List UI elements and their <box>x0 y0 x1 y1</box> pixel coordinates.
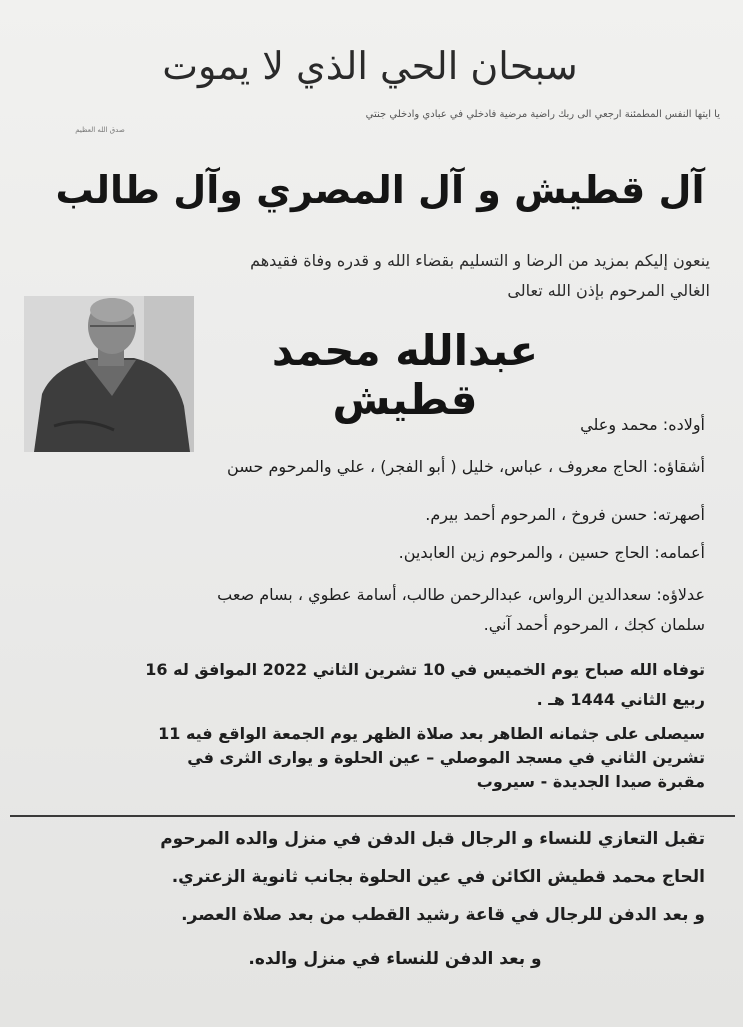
families-title: آل قطيش و آل المصري وآل طالب <box>55 168 705 212</box>
children-line: أولاده: محمد وعلي <box>580 415 705 434</box>
death-line: توفاه الله صباح يوم الخميس في 10 تشرين الثاني 2022 الموافق له 16 <box>145 660 705 679</box>
funeral-line: تشرين الثاني في مسجد الموصلي – عين الحلوة و يوارى الثرى في <box>187 748 705 767</box>
in-laws-line: أصهرته: حسن فروخ ، المرحوم أحمد بيرم. <box>425 505 705 524</box>
maternal-in-laws <box>40 580 705 640</box>
death-date <box>40 655 705 715</box>
women-after-burial: و بعد الدفن للنساء في منزل والده. <box>248 949 542 969</box>
funeral-info <box>40 722 705 794</box>
intro-line: الغالي المرحوم بإذن الله تعالى <box>507 281 710 300</box>
funeral-line: سيصلى على جثمانه الطاهر بعد صلاة الظهر يوم الجمعة الواقع فيه 11 <box>158 724 705 743</box>
brothers-line: أشقاؤه: الحاج معروف ، عباس، خليل ( أبو الفجر) ، علي والمرحوم حسن <box>227 457 705 476</box>
maternal-in-laws-line: عدلاؤه: سعدالدين الرواس، عبدالرحمن طالب، أسامة عطوي ، بسام صعب <box>217 585 705 604</box>
maternal-in-laws-line: سلمان كجك ، المرحوم أحمد آني. <box>483 615 705 634</box>
condolence-line: و بعد الدفن للرجال في قاعة رشيد القطب من بعد صلاة العصر. <box>181 905 705 925</box>
condolence-line: تقبل التعازي للنساء و الرجال قبل الدفن في منزل والده المرحوم <box>160 829 705 849</box>
section-divider <box>10 815 735 817</box>
condolence-line: الحاج محمد قطيش الكائن في عين الحلوة بجانب ثانوية الزعتري. <box>171 867 705 887</box>
verse-source: صدق الله العظيم <box>75 126 125 134</box>
condolences <box>40 820 705 934</box>
death-line: ربيع الثاني 1444 هـ . <box>536 690 705 709</box>
deceased-name: عبدالله محمد قطيش <box>271 326 539 424</box>
intro-line: ينعون إليكم بمزيد من الرضا و التسليم بقضاء الله و قدره وفاة فقيدهم <box>250 251 710 270</box>
quran-verse: يا ايتها النفس المطمئنة ارجعي الى ربك راضية مرضية فادخلي في عبادي وادخلي جنتي <box>365 109 720 120</box>
calligraphy-header: سبحان الحي الذي لا يموت <box>162 44 578 88</box>
intro-text <box>180 246 710 306</box>
funeral-line: مقبرة صيدا الجديدة - سيروب <box>476 772 705 791</box>
uncles-line: أعمامه: الحاج حسين ، والمرحوم زين العابدين. <box>398 543 705 562</box>
